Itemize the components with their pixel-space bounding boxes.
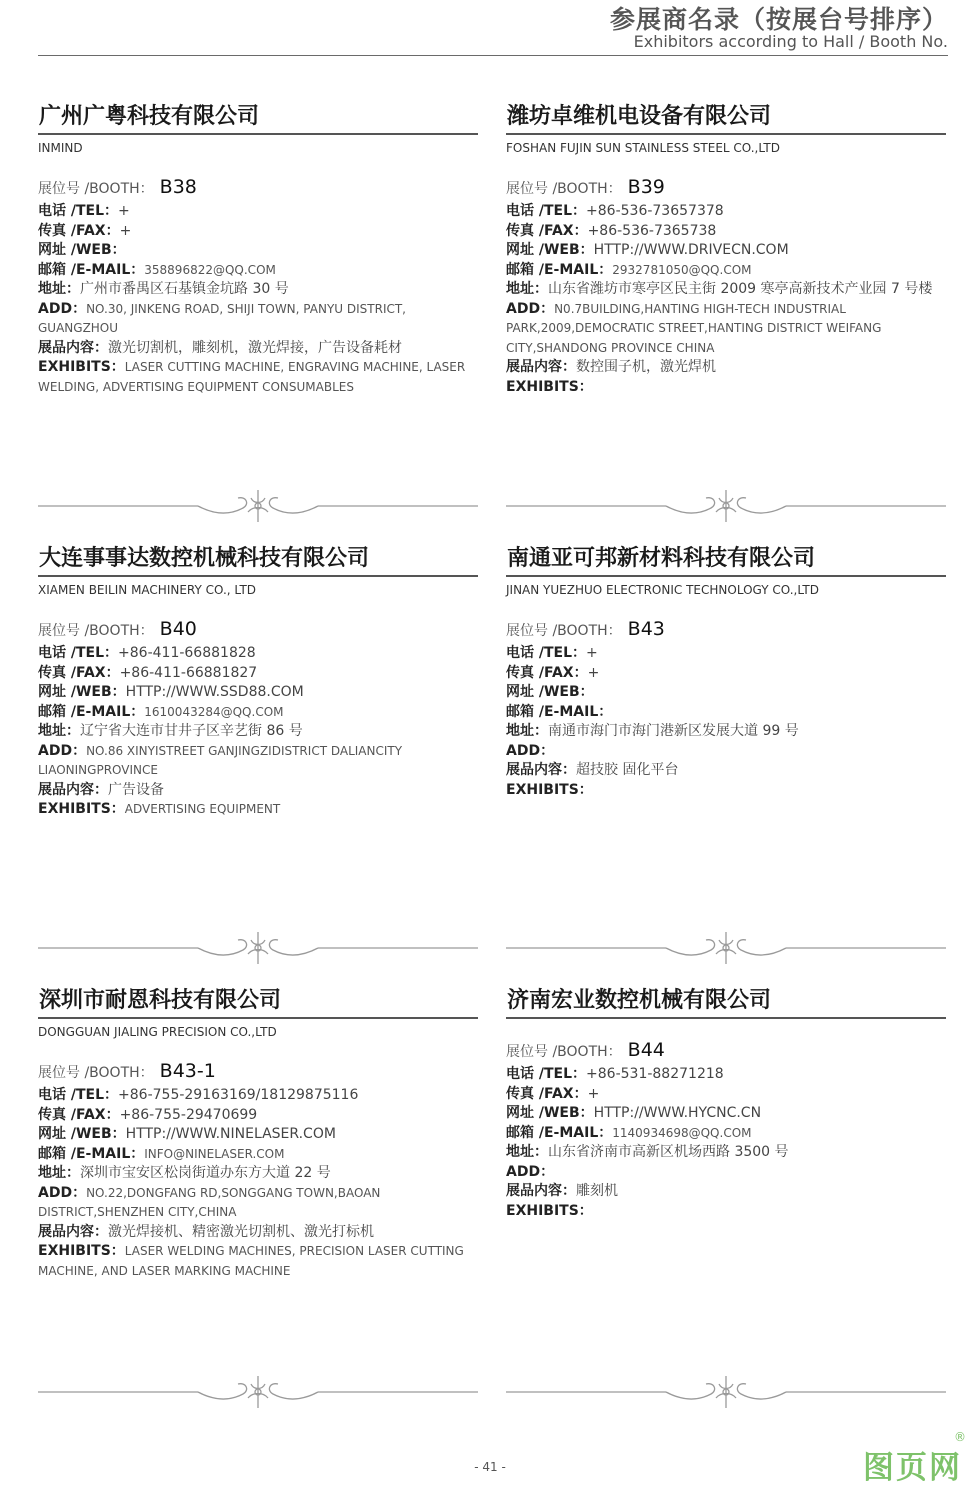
- booth-row: [506, 174, 946, 202]
- exhibits-cn-value: 数控围子机，激光焊机: [576, 359, 716, 375]
- company-name-cn: 南通亚可邦新材料科技有限公司: [507, 546, 816, 571]
- fax-label: 传真 /FAX：: [38, 222, 120, 239]
- web-row: [38, 1125, 478, 1145]
- email-row: [38, 703, 478, 723]
- email-label: 邮箱 /E-MAIL：: [506, 703, 613, 720]
- header-title-cn: 参展商名录（按展台号排序）: [609, 5, 948, 34]
- tel-row: [506, 1065, 946, 1085]
- email-value[interactable]: 358896822@QQ.COM: [144, 262, 276, 277]
- company-name-en: DONGGUAN JIALING PRECISION CO.,LTD: [38, 1025, 277, 1039]
- address-en-label: ADD：: [506, 742, 555, 759]
- booth-row: [506, 616, 946, 644]
- exhibits-cn-value: 激光焊接机、精密激光切割机、激光打标机: [108, 1223, 374, 1240]
- fax-label: 传真 /FAX：: [38, 1106, 120, 1123]
- exhibits-en-value: LASER WELDING MACHINES, PRECISION LASER CUTTING MACHINE, AND LASER MARKING MACHINE: [38, 1244, 464, 1278]
- fax-row: [38, 1106, 478, 1126]
- exhibits-cn-label: 展品内容：: [506, 359, 576, 375]
- fax-label: 传真 /FAX：: [38, 664, 120, 681]
- exhibits-en-row: [38, 800, 478, 820]
- exhibits-cn-label: 展品内容：: [38, 339, 108, 356]
- fax-row: [38, 222, 478, 242]
- exhibits-cn-row: [38, 1223, 478, 1243]
- exhibits-cn-row: [38, 339, 478, 359]
- web-row: [506, 1104, 946, 1124]
- tel-value: +86-531-88271218: [586, 1066, 724, 1082]
- exhibits-cn-label: 展品内容：: [506, 1183, 576, 1199]
- email-row: [506, 261, 946, 281]
- company-name-cn: 大连事事达数控机械科技有限公司: [39, 546, 370, 571]
- exhibits-en-label: EXHIBITS：: [506, 1202, 593, 1219]
- address-cn-value: 山东省济南市高新区机场西路 3500 号: [548, 1144, 789, 1160]
- email-value[interactable]: 1140934698@QQ.COM: [612, 1125, 752, 1140]
- address-cn-label: 地址：: [506, 1144, 548, 1160]
- address-en-label: ADD：: [38, 742, 87, 759]
- email-label: 邮箱 /E-MAIL：: [506, 1124, 613, 1141]
- exhibits-cn-row: [506, 1182, 946, 1202]
- address-cn-row: [38, 280, 478, 300]
- web-label: 网址 /WEB：: [506, 242, 594, 258]
- email-row: [38, 1145, 478, 1165]
- exhibits-en-row: [506, 378, 946, 398]
- booth-label: 展位号 /BOOTH：: [38, 623, 154, 639]
- address-en-value: NO.30, JINKENG ROAD, SHIJI TOWN, PANYU DISTRICT, GUANGZHOU: [38, 301, 406, 335]
- address-cn-value: 山东省潍坊市寒亭区民主街 2009 寒亭高新技术产业园 7 号楼: [548, 281, 933, 297]
- booth-number: B44: [627, 1039, 665, 1061]
- booth-number: B43: [627, 618, 665, 640]
- address-cn-label: 地址：: [506, 281, 548, 297]
- tel-row: [38, 644, 478, 664]
- web-row: [38, 241, 478, 261]
- exhibits-cn-row: [506, 761, 946, 781]
- watermark-text: 图页网: [863, 1450, 962, 1486]
- booth-number: B38: [159, 176, 197, 198]
- address-cn-label: 地址：: [38, 281, 80, 297]
- web-label: 网址 /WEB：: [38, 242, 126, 258]
- booth-number: B43-1: [159, 1060, 216, 1082]
- booth-label: 展位号 /BOOTH：: [38, 1065, 154, 1081]
- page-number: - 41 -: [474, 1460, 506, 1474]
- exhibits-cn-value: 雕刻机: [576, 1183, 618, 1199]
- ornament-divider: [506, 486, 946, 526]
- company-name-cn: 深圳市耐恩科技有限公司: [39, 988, 282, 1013]
- web-label: 网址 /WEB：: [38, 684, 126, 700]
- address-en-row: [38, 742, 478, 781]
- address-cn-value: 深圳市宝安区松岗街道办东方大道 22 号: [80, 1165, 331, 1181]
- web-row: [506, 683, 946, 703]
- web-label: 网址 /WEB：: [38, 1126, 126, 1142]
- header-divider: [38, 55, 948, 56]
- address-en-value: NO.86 XINYISTREET GANJINGZIDISTRICT DALIANCITY LIAONINGPROVINCE: [38, 743, 403, 777]
- tel-row: [506, 202, 946, 222]
- fax-value: +: [119, 222, 132, 239]
- exhibits-cn-value: 激光切割机，雕刻机，激光焊接，广告设备耗材: [108, 339, 402, 356]
- address-cn-row: [38, 1164, 478, 1184]
- web-value[interactable]: HTTP://WWW.DRIVECN.COM: [593, 242, 789, 258]
- web-row: [38, 683, 478, 703]
- fax-row: [506, 222, 946, 242]
- address-en-value: N0.7BUILDING,HANTING HIGH-TECH INDUSTRIAL PARK,2009,DEMOCRATIC STREET,HANTING DISTRICT WEIFANG CITY,SHANDONG PROVINCE CHINA: [506, 301, 882, 355]
- ornament-divider: [38, 486, 478, 526]
- fax-value: +86-755-29470699: [119, 1106, 258, 1123]
- tel-label: 电话 /TEL：: [506, 645, 587, 661]
- booth-label: 展位号 /BOOTH：: [506, 623, 622, 639]
- exhibitor-card: [506, 544, 946, 800]
- exhibits-cn-row: [38, 781, 478, 801]
- fax-label: 传真 /FAX：: [506, 222, 588, 239]
- ornament-divider: [38, 928, 478, 968]
- booth-label: 展位号 /BOOTH：: [38, 181, 154, 197]
- registered-mark: ®: [954, 1430, 968, 1444]
- web-value[interactable]: HTTP://WWW.NINELASER.COM: [125, 1126, 336, 1142]
- tel-label: 电话 /TEL：: [38, 1087, 119, 1103]
- address-cn-label: 地址：: [38, 723, 80, 739]
- web-label: 网址 /WEB：: [506, 684, 594, 700]
- company-name-cn: 潍坊卓维机电设备有限公司: [507, 104, 772, 129]
- title-divider: [506, 133, 946, 135]
- exhibits-en-value: LASER CUTTING MACHINE, ENGRAVING MACHINE, LASER WELDING, ADVERTISING EQUIPMENT CONSUMABLES: [38, 360, 466, 394]
- company-name-en: JINAN YUEZHUO ELECTRONIC TECHNOLOGY CO.,LTD: [506, 583, 819, 597]
- email-value[interactable]: 1610043284@QQ.COM: [144, 704, 284, 719]
- tel-value: +86-411-66881828: [118, 645, 256, 661]
- exhibits-en-row: [38, 358, 478, 397]
- fax-row: [38, 664, 478, 684]
- booth-row: [38, 1058, 478, 1086]
- address-cn-label: 地址：: [506, 723, 548, 739]
- address-cn-value: 广州市番禺区石基镇金坑路 30 号: [80, 281, 289, 297]
- address-en-row: [506, 742, 946, 762]
- address-en-label: ADD：: [38, 1184, 87, 1201]
- email-label: 邮箱 /E-MAIL：: [38, 261, 145, 278]
- address-cn-row: [38, 722, 478, 742]
- address-cn-value: 南通市海门市海门港新区发展大道 99 号: [548, 723, 799, 739]
- booth-label: 展位号 /BOOTH：: [506, 181, 622, 197]
- exhibits-en-row: [506, 781, 946, 801]
- address-cn-row: [506, 1143, 946, 1163]
- tel-label: 电话 /TEL：: [38, 645, 119, 661]
- address-cn-label: 地址：: [38, 1165, 80, 1181]
- title-divider: [38, 575, 478, 577]
- address-en-label: ADD：: [506, 1163, 555, 1180]
- company-name-en: FOSHAN FUJIN SUN STAINLESS STEEL CO.,LTD: [506, 141, 780, 155]
- fax-value: +86-536-7365738: [587, 222, 717, 239]
- exhibits-en-row: [38, 1242, 478, 1281]
- exhibits-cn-label: 展品内容：: [38, 1223, 108, 1240]
- exhibitor-card: [38, 544, 478, 820]
- address-en-row: [506, 1163, 946, 1183]
- address-en-value: NO.22,DONGFANG RD,SONGGANG TOWN,BAOAN DISTRICT,SHENZHEN CITY,CHINA: [38, 1185, 381, 1219]
- exhibits-cn-row: [506, 358, 946, 378]
- exhibitor-card: [38, 102, 478, 397]
- web-row: [506, 241, 946, 261]
- fax-row: [506, 664, 946, 684]
- fax-value: +: [587, 1085, 600, 1102]
- title-divider: [506, 1017, 946, 1019]
- address-cn-row: [506, 722, 946, 742]
- ornament-divider: [506, 1372, 946, 1412]
- exhibits-cn-value: 超技胶 固化平台: [576, 762, 679, 778]
- exhibits-en-row: [506, 1202, 946, 1222]
- booth-number: B40: [159, 618, 197, 640]
- company-name-cn: 济南宏业数控机械有限公司: [507, 988, 772, 1013]
- exhibits-en-label: EXHIBITS：: [38, 1243, 125, 1259]
- tel-row: [506, 644, 946, 664]
- tel-label: 电话 /TEL：: [506, 1066, 587, 1082]
- tel-value: +: [118, 203, 130, 219]
- booth-number: B39: [627, 176, 665, 198]
- email-row: [38, 261, 478, 281]
- tel-value: +86-755-29163169/18129875116: [118, 1087, 359, 1103]
- ornament-divider: [38, 1372, 478, 1412]
- web-label: 网址 /WEB：: [506, 1105, 594, 1121]
- tel-label: 电话 /TEL：: [38, 203, 119, 219]
- exhibits-en-label: EXHIBITS：: [38, 359, 125, 375]
- header-title-en: Exhibitors according to Hall / Booth No.: [633, 32, 948, 51]
- company-name-en: XIAMEN BEILIN MACHINERY CO., LTD: [38, 583, 257, 597]
- email-row: [506, 1124, 946, 1144]
- tel-row: [38, 1086, 478, 1106]
- email-label: 邮箱 /E-MAIL：: [38, 1145, 145, 1162]
- title-divider: [38, 1017, 478, 1019]
- fax-label: 传真 /FAX：: [506, 1085, 588, 1102]
- email-value[interactable]: 2932781050@QQ.COM: [612, 262, 752, 277]
- exhibitor-card: [38, 986, 478, 1281]
- exhibitor-card: [506, 102, 946, 397]
- exhibits-cn-label: 展品内容：: [506, 762, 576, 778]
- exhibits-en-value: ADVERTISING EQUIPMENT: [124, 802, 281, 816]
- title-divider: [38, 133, 478, 135]
- tel-value: +: [586, 645, 598, 661]
- tel-label: 电话 /TEL：: [506, 203, 587, 219]
- address-en-row: [38, 1184, 478, 1223]
- email-row: [506, 703, 946, 723]
- address-en-row: [38, 300, 478, 339]
- company-name-cn: 广州广粤科技有限公司: [39, 104, 260, 129]
- title-divider: [506, 575, 946, 577]
- exhibits-cn-label: 展品内容：: [38, 781, 108, 798]
- email-label: 邮箱 /E-MAIL：: [506, 261, 613, 278]
- exhibits-en-label: EXHIBITS：: [506, 781, 593, 798]
- tel-value: +86-536-73657378: [586, 203, 724, 219]
- fax-value: +: [587, 664, 600, 681]
- address-cn-row: [506, 280, 946, 300]
- email-value[interactable]: INFO@NINELASER.COM: [144, 1146, 285, 1161]
- page-header: [0, 0, 980, 60]
- booth-label: 展位号 /BOOTH：: [506, 1044, 622, 1060]
- email-label: 邮箱 /E-MAIL：: [38, 703, 145, 720]
- address-en-row: [506, 300, 946, 359]
- watermark-logo: [863, 1430, 968, 1487]
- address-en-label: ADD：: [38, 300, 87, 317]
- booth-row: [38, 174, 478, 202]
- web-value[interactable]: HTTP://WWW.SSD88.COM: [125, 684, 304, 700]
- address-en-label: ADD：: [506, 300, 555, 317]
- booth-row: [38, 616, 478, 644]
- web-value[interactable]: HTTP://WWW.HYCNC.CN: [593, 1105, 762, 1121]
- fax-row: [506, 1085, 946, 1105]
- fax-value: +86-411-66881827: [119, 664, 258, 681]
- exhibits-en-label: EXHIBITS：: [506, 378, 593, 395]
- exhibitor-card: [506, 986, 946, 1221]
- company-name-en: INMIND: [38, 141, 83, 155]
- exhibits-en-label: EXHIBITS：: [38, 801, 125, 817]
- fax-label: 传真 /FAX：: [506, 664, 588, 681]
- address-cn-value: 辽宁省大连市甘井子区辛艺街 86 号: [80, 723, 303, 739]
- ornament-divider: [506, 928, 946, 968]
- booth-row: [506, 1037, 946, 1065]
- tel-row: [38, 202, 478, 222]
- exhibits-cn-value: 广告设备: [108, 781, 164, 798]
